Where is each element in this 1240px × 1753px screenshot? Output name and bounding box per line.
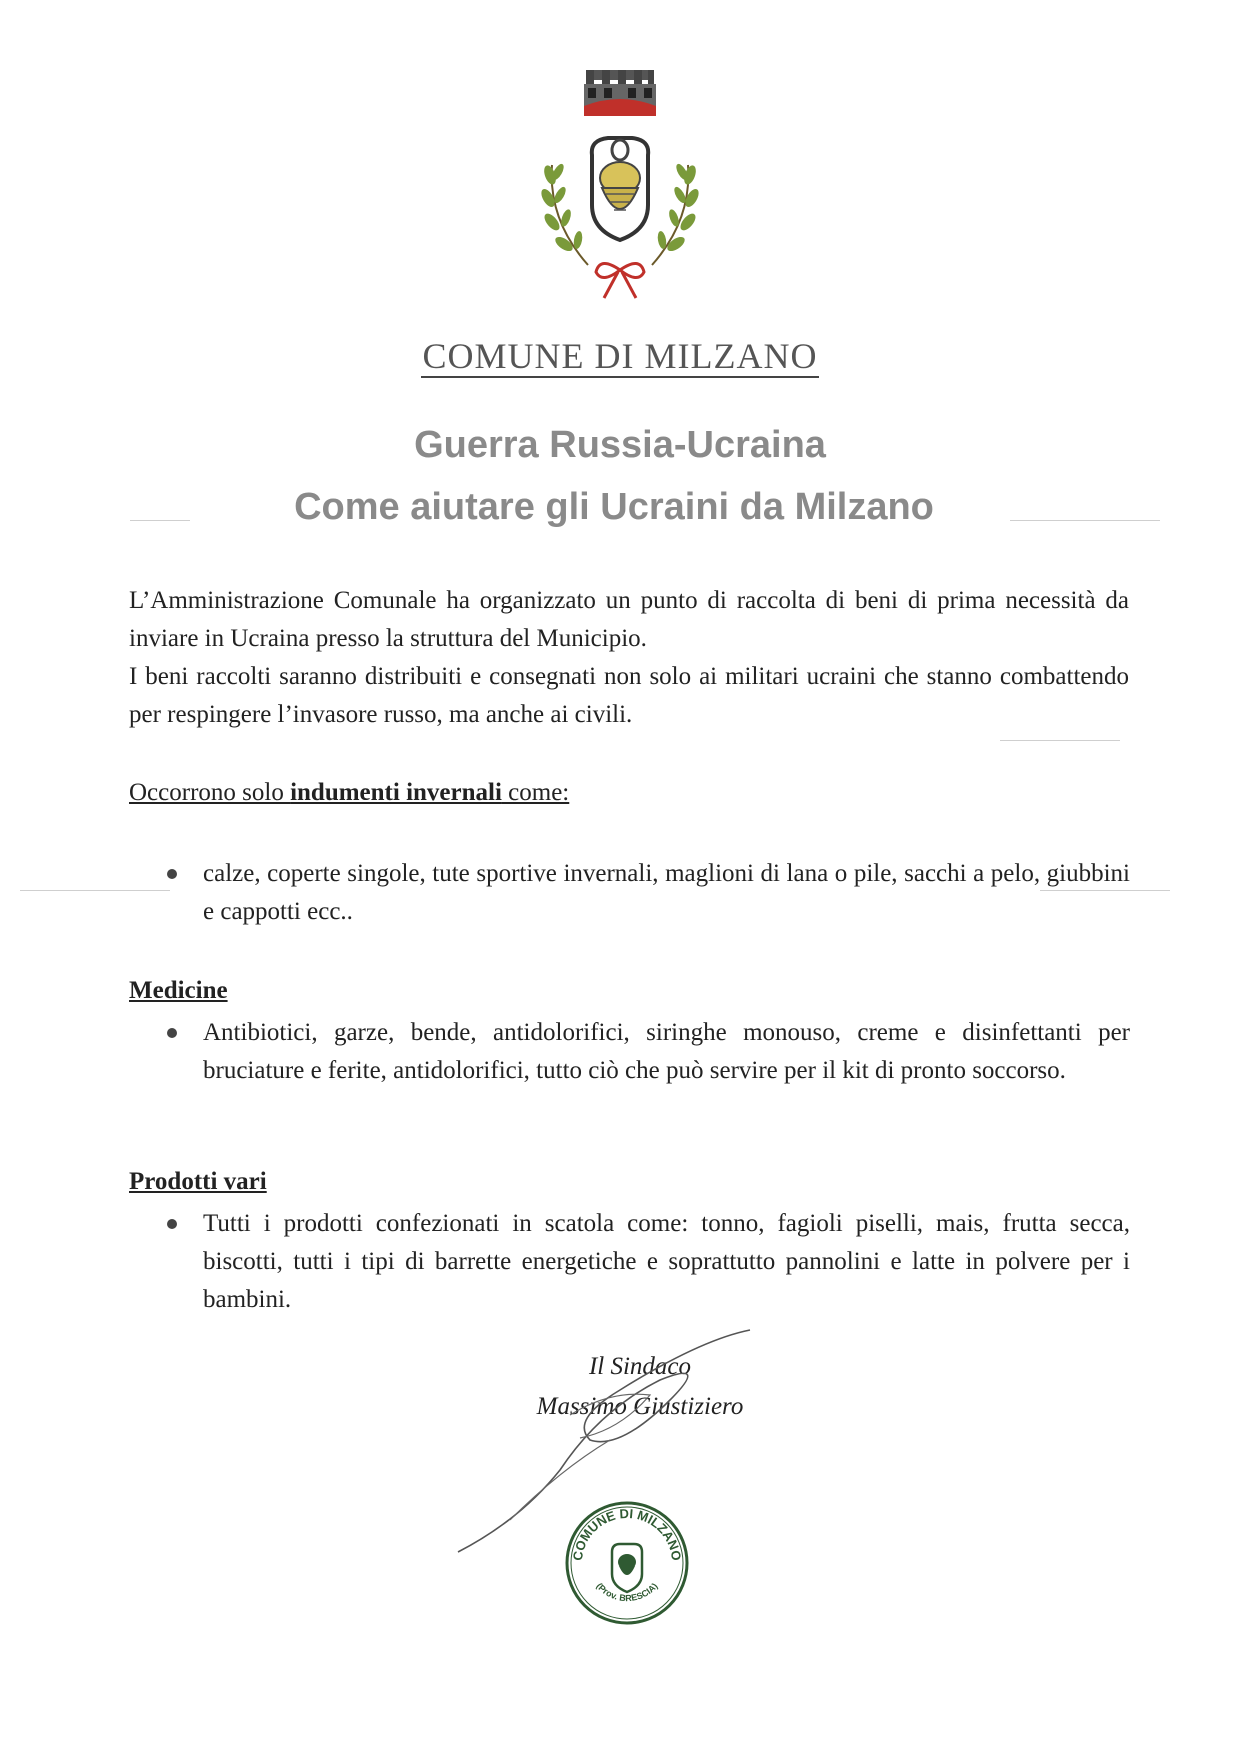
clothing-lead: Occorrono solo indumenti invernali come: bbox=[129, 779, 570, 806]
svg-text:COMUNE DI MILZANO: COMUNE DI MILZANO bbox=[569, 1505, 685, 1562]
clothing-list bbox=[160, 855, 1130, 931]
list-item: calze, coperte singole, tute sportive invernali, maglioni di lana o pile, sacchi a pelo, giubbini e cappotti ecc.. bbox=[160, 855, 1130, 931]
laurel-branch-right bbox=[652, 162, 701, 265]
scan-artifact bbox=[1000, 740, 1120, 741]
laurel-branch-left bbox=[539, 162, 588, 265]
medicine-heading: Medicine bbox=[129, 977, 228, 1004]
ribbon-bow-icon bbox=[596, 263, 644, 298]
medicine-list bbox=[160, 1014, 1130, 1090]
scan-artifact bbox=[1010, 520, 1160, 521]
signatory-role: Il Sindaco bbox=[588, 1353, 692, 1380]
signatory-name: Massimo Giustiziero bbox=[536, 1393, 744, 1420]
intro-sentence-2: I beni raccolti saranno distribuiti e consegnati non solo ai militari ucraini che stanno combattendo per respingere l’invasore russo, ma anche ai civili. bbox=[129, 663, 1129, 728]
bullet-icon bbox=[167, 869, 177, 879]
scan-artifact bbox=[20, 890, 170, 891]
scan-artifact bbox=[130, 520, 190, 521]
intro-paragraph bbox=[129, 582, 1129, 734]
stamp-emblem-icon bbox=[612, 1544, 642, 1592]
scan-artifact bbox=[1040, 890, 1170, 891]
intro-sentence-1: L’Amministrazione Comunale ha organizzato un punto di raccolta di beni di prima necessità da inviare in Ucraina presso la struttura del Municipio. bbox=[129, 587, 1129, 652]
coat-of-arms-emblem bbox=[530, 70, 710, 305]
bullet-icon bbox=[167, 1219, 177, 1229]
svg-text:(Prov. BRESCIA): (Prov. BRESCIA) bbox=[594, 1581, 660, 1604]
official-stamp bbox=[564, 1500, 690, 1626]
products-heading: Prodotti vari bbox=[129, 1168, 267, 1195]
title-line-1: Guerra Russia-Ucraina bbox=[414, 424, 826, 466]
municipality-name: COMUNE DI MILZANO bbox=[422, 336, 818, 376]
clothing-lead-emphasis: indumenti invernali bbox=[290, 779, 502, 806]
title-line-2: Come aiutare gli Ucraini da Milzano bbox=[294, 486, 934, 528]
list-item: Antibiotici, garze, bende, antidolorifici, siringhe monouso, creme e disinfettanti per bruciature e ferite, antidolorifici, tutto ciò che può servire per il kit di pronto soccorso. bbox=[160, 1014, 1130, 1090]
crown-icon bbox=[584, 70, 656, 116]
list-item: Tutti i prodotti confezionati in scatola come: tonno, fagioli piselli, mais, frutta secca, biscotti, tutti i tipi di barrette energetiche e soprattutto pannolini e latte in polvere per i bambini. bbox=[160, 1205, 1130, 1319]
bullet-icon bbox=[167, 1028, 177, 1038]
products-list bbox=[160, 1205, 1130, 1319]
